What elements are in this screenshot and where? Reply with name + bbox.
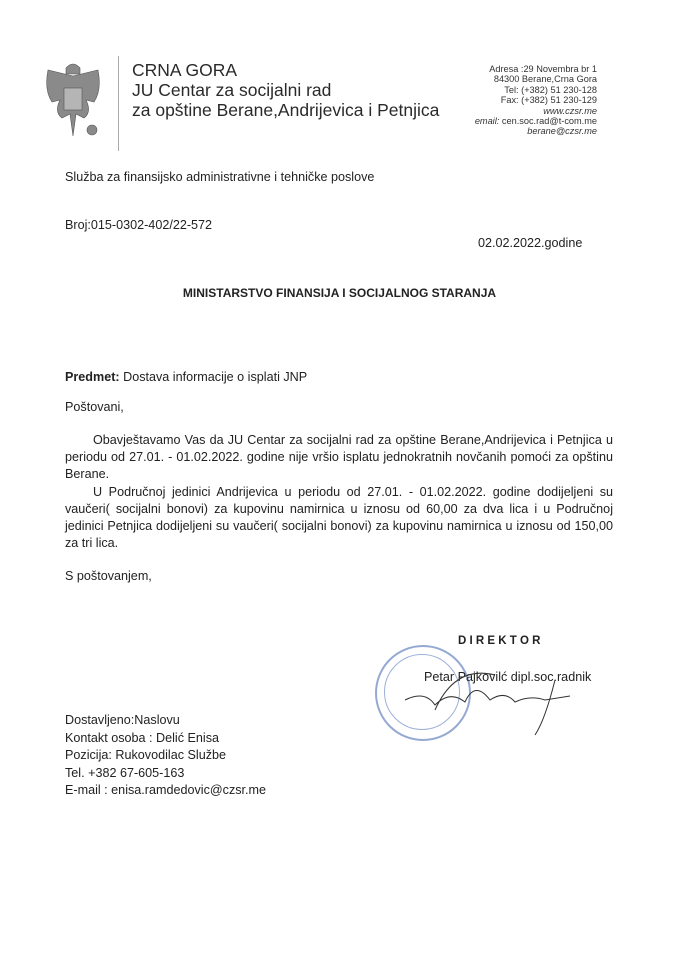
department: Služba za finansijsko administrativne i tehničke poslove — [65, 170, 375, 184]
coat-of-arms-logo — [42, 60, 104, 142]
position: Pozicija: Rukovodilac Službe — [65, 748, 227, 762]
subject-label: Predmet: — [65, 370, 120, 384]
signature-mark — [395, 660, 575, 740]
phone: Tel: (+382) 51 230-128 — [504, 84, 597, 95]
signatory-name: Petar Pajkovilć dipl.soc.radnik — [424, 670, 592, 684]
address-line: Adresa :29 Novembra br 1 — [489, 64, 597, 74]
address-line: 84300 Berane,Crna Gora — [493, 74, 597, 85]
contact-phone: Tel. +382 67-605-163 — [65, 765, 185, 780]
municipalities: za opštine Berane,Andrijevica i Petnjica — [132, 100, 440, 120]
fax: Fax: (+382) 51 230-129 — [500, 95, 597, 106]
greeting: Poštovani, — [65, 400, 124, 414]
contact-email: E-mail : enisa.ramdedovic@czsr.me — [65, 783, 267, 797]
signatory-title: D I R E K T O R — [458, 635, 541, 647]
contact-person: Kontakt osoba : Delić Enisa — [65, 730, 220, 745]
subject — [65, 369, 307, 386]
email-label: email: — [474, 116, 500, 127]
header-divider — [118, 56, 119, 151]
document-date: 02.02.2022.godine — [478, 236, 583, 250]
email: cen.soc.rad@t-com.me — [501, 116, 597, 127]
email: berane@czsr.me — [527, 126, 597, 137]
contact-block — [65, 712, 266, 800]
closing: S poštovanjem, — [65, 569, 152, 583]
paragraph: Obavještavamo Vas da JU Centar za socijalni rad za opštine Berane,Andrijevica i Petnjica u periodu od 27.01. - 01.02.2022. godine nije vršio isplatu jednokratnih novčanih pomoći za opštinu Berane. — [65, 433, 613, 481]
organization-name — [132, 60, 439, 120]
document-number: Broj:015-0302-402/22-572 — [65, 218, 213, 232]
recipient: MINISTARSTVO FINANSIJA I SOCIJALNOG STARANJA — [182, 286, 497, 300]
address-block — [475, 64, 597, 137]
paragraph: U Područnoj jedinici Andrijevica u periodu od 27.01. - 01.02.2022. godine dodijeljeni su vaučeri( socijalni bonovi) za kupovinu namirnica u iznosu od 60,00 za dva lica i u Područnoj jedinici Petnjica dodijeljeni su vaučeri( socijalni bonovi) za kupovinu namirnica u iznosu od 150,00 za tri lica. — [65, 485, 613, 550]
country: CRNA GORA — [132, 60, 238, 80]
delivered-to: Dostavljeno:Naslovu — [65, 713, 180, 727]
institution: JU Centar za socijalni rad — [132, 80, 332, 100]
website: www.czsr.me — [543, 105, 597, 116]
subject-text: Dostava informacije o isplati JNP — [123, 370, 308, 384]
